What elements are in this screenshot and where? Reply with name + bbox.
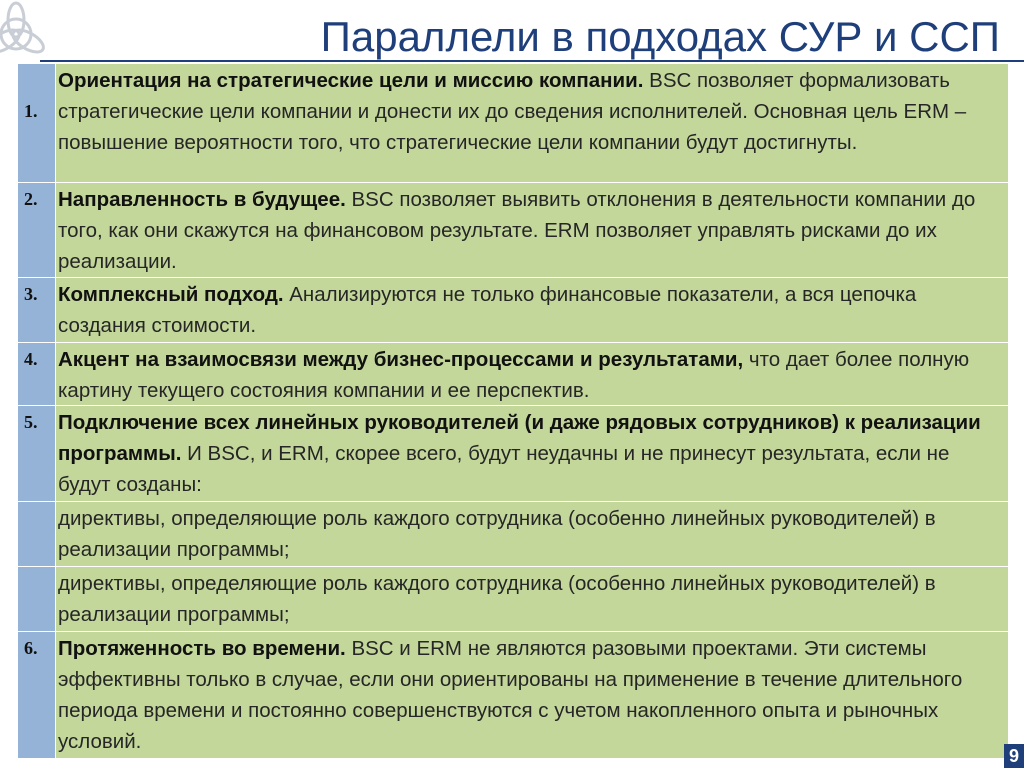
- title-underline: [40, 60, 1024, 62]
- row-text: [56, 343, 1008, 405]
- table-row: [18, 183, 1008, 278]
- row-text: [56, 406, 1008, 501]
- row-body: BSC позволяет выявить отклонения в деятельности компании до того, как они скажутся на финансовом результате. ERM позволяет управлять рисками до их реализации.: [58, 188, 976, 273]
- row-body: BSC позволяет формализовать стратегические цели компании и донести их до сведения исполнителей. Основная цель ERM – повышение вероятности того, что стратегические цели компании будут достигнуты.: [58, 69, 967, 154]
- page-number: 9: [1004, 744, 1024, 768]
- table-row: [18, 64, 1008, 183]
- row-heading: Ориентация на стратегические цели и миссию компании.: [58, 69, 644, 92]
- row-text: [56, 183, 1008, 277]
- row-number: 4.: [18, 343, 56, 405]
- row-text: [56, 502, 1008, 566]
- row-number-empty: [18, 567, 56, 631]
- row-heading: Направленность в будущее.: [58, 188, 346, 211]
- row-heading: Подключение всех линейных руководителей (и даже рядовых сотрудников) к реализации программы.: [58, 411, 981, 465]
- row-heading: Комплексный подход.: [58, 283, 284, 306]
- row-heading: Акцент на взаимосвязи между бизнес-процессами и результатами,: [58, 348, 744, 371]
- comparison-table: [18, 64, 1008, 758]
- row-body: директивы, определяющие роль каждого сотрудника (особенно линейных руководителей) в реализации программы;: [58, 572, 936, 626]
- row-body: директивы, определяющие роль каждого сотрудника (особенно линейных руководителей) в реализации программы;: [58, 507, 936, 561]
- row-text: [56, 278, 1008, 342]
- table-row: [18, 502, 1008, 567]
- celtic-knot-logo-icon: [0, 0, 52, 64]
- row-heading: Протяженность во времени.: [58, 637, 346, 660]
- table-row: [18, 278, 1008, 343]
- row-body: И BSC, и ERM, скорее всего, будут неудачны и не принесут результата, если не будут созданы:: [58, 442, 950, 496]
- row-number: 1.: [18, 64, 56, 182]
- row-text: [56, 632, 1008, 758]
- table-row: [18, 632, 1008, 758]
- row-body: Анализируются не только финансовые показатели, а вся цепочка создания стоимости.: [58, 283, 917, 337]
- row-text: [56, 567, 1008, 631]
- row-number: 2.: [18, 183, 56, 277]
- row-number: 6.: [18, 632, 56, 758]
- table-row: [18, 406, 1008, 502]
- row-body: BSC и ERM не являются разовыми проектами. Эти системы эффективны только в случае, если они ориентированы на применение в течение длительного периода времени и постоянно совершенствуются с учетом накопленного опыта и рыночных условий.: [58, 637, 963, 753]
- row-number: 3.: [18, 278, 56, 342]
- slide-title: Параллели в подходах СУР и ССП: [320, 13, 1000, 60]
- row-body: что дает более полную картину текущего состояния компании и ее перспектив.: [58, 348, 970, 402]
- table-row: [18, 343, 1008, 406]
- row-text: [56, 64, 1008, 182]
- row-number-empty: [18, 502, 56, 566]
- row-number: 5.: [18, 406, 56, 501]
- table-row: [18, 567, 1008, 632]
